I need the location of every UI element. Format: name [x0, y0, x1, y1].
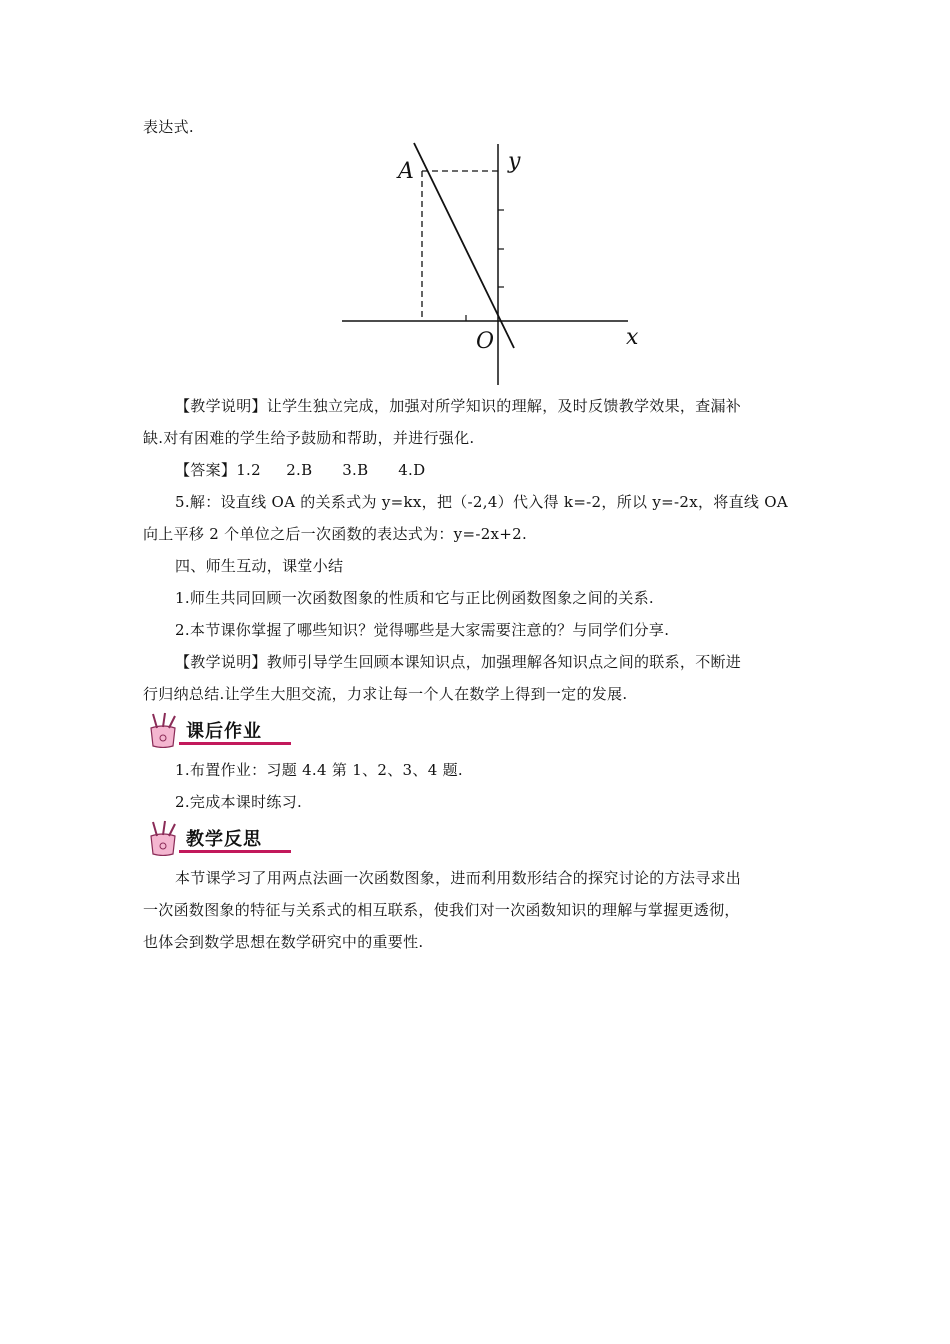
homework-item2: 2.完成本课时练习.	[175, 793, 303, 811]
banner-underline	[179, 742, 291, 745]
answer-item: 4.D	[398, 461, 426, 479]
answers-line	[175, 460, 425, 480]
answer-item: 2.B	[286, 461, 313, 479]
point-a-label: A	[398, 159, 414, 184]
intro-text: 表达式.	[143, 118, 194, 136]
note1-line2: 缺.对有困难的学生给予鼓励和帮助，并进行强化.	[143, 429, 475, 447]
answer-item: 3.B	[342, 461, 369, 479]
coordinate-graph	[330, 140, 650, 390]
homework-title: 课后作业	[186, 721, 262, 742]
coordinate-figure	[330, 140, 650, 390]
note2-line1: 【教学说明】教师引导学生回顾本课知识点，加强理解各知识点之间的联系，不断进	[175, 653, 742, 671]
section4-heading: 四、师生互动，课堂小结	[175, 557, 344, 575]
section4-item1: 1.师生共同回顾一次函数图象的性质和它与正比例函数图象之间的关系.	[175, 589, 654, 607]
homework-banner	[143, 712, 293, 748]
reflection-line3: 也体会到数学思想在数学研究中的重要性.	[143, 933, 424, 951]
pen-holder-icon	[143, 712, 183, 748]
solution-line1: 5.解：设直线 OA 的关系式为 y=kx，把（-2,4）代入得 k=-2，所以 y=-2x，将直线 OA	[175, 493, 788, 511]
answer-item: 1.2	[236, 461, 261, 479]
x-axis-label: x	[626, 325, 639, 350]
section4-item2: 2.本节课你掌握了哪些知识？觉得哪些是大家需要注意的？与同学们分享.	[175, 621, 670, 639]
reflection-banner	[143, 820, 293, 856]
y-axis-label: y	[508, 149, 521, 174]
answers-label: 【答案】	[175, 461, 237, 479]
line-oa	[414, 143, 514, 348]
reflection-line1: 本节课学习了用两点法画一次函数图象，进而利用数形结合的探究讨论的方法寻求出	[175, 869, 742, 887]
homework-item1: 1.布置作业：习题 4.4 第 1、2、3、4 题.	[175, 761, 463, 779]
note2-line2: 行归纳总结.让学生大胆交流，力求让每一个人在数学上得到一定的发展.	[143, 685, 628, 703]
reflection-line2: 一次函数图象的特征与关系式的相互联系，使我们对一次函数知识的理解与掌握更透彻，	[143, 901, 740, 919]
solution-line2: 向上平移 2 个单位之后一次函数的表达式为：y=-2x+2.	[143, 525, 528, 543]
origin-label: O	[476, 329, 495, 354]
reflection-title: 教学反思	[186, 829, 262, 850]
banner-underline	[179, 850, 291, 853]
pen-holder-icon	[143, 820, 183, 856]
note1-line1: 【教学说明】让学生独立完成，加强对所学知识的理解，及时反馈教学效果，查漏补	[175, 397, 742, 415]
